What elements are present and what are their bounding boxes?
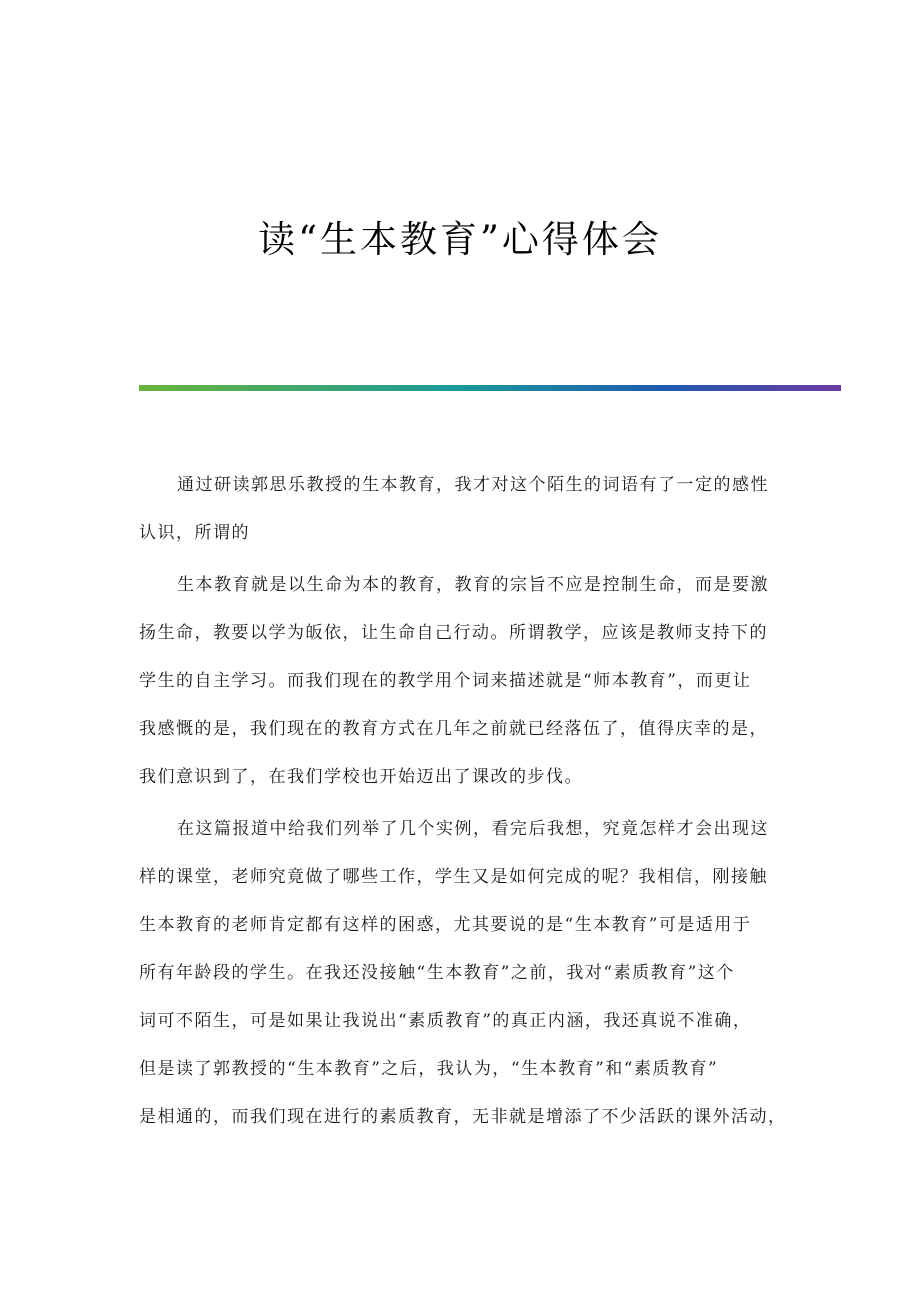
text-line: 通过研读郭思乐教授的生本教育，我才对这个陌生的词语有了一定的感性 [177, 475, 769, 495]
text-line: 生本教育就是以生命为本的教育，教育的宗旨不应是控制生命，而是要激 [177, 575, 769, 595]
text-line: 生本教育的老师肯定都有这样的困惑，尤其要说的是“生本教育”可是适用于 [139, 915, 752, 935]
text-line: 学生的自主学习。而我们现在的教学用个词来描述就是“师本教育”，而更让 [139, 671, 752, 691]
title-divider [139, 385, 841, 391]
text-line: 所有年龄段的学生。在我还没接触“生本教育”之前，我对“素质教育”这个 [139, 963, 735, 983]
page-title: 读“生本教育”心得体会 [258, 218, 662, 261]
text-line: 扬生命，教要以学为皈依，让生命自己行动。所谓教学，应该是教师支持下的 [139, 623, 768, 643]
text-line: 我们意识到了，在我们学校也开始迈出了课改的步伐。 [139, 767, 583, 787]
text-line: 样的课堂，老师究竟做了哪些工作，学生又是如何完成的呢？我相信，刚接触 [139, 867, 768, 887]
text-line: 认识，所谓的 [139, 523, 250, 543]
text-line: 我感慨的是，我们现在的教育方式在几年之前就已经落伍了，值得庆幸的是， [139, 719, 768, 739]
text-line: 在这篇报道中给我们列举了几个实例，看完后我想，究竟怎样才会出现这 [177, 819, 769, 839]
paragraph-2 [139, 561, 779, 801]
text-line: 但是读了郭教授的“生本教育”之后，我认为，“生本教育”和“素质教育” [139, 1059, 719, 1079]
document-body [139, 461, 787, 1145]
paragraph-3 [139, 805, 787, 1141]
text-line: 词可不陌生，可是如果让我说出“素质教育”的真正内涵，我还真说不准确， [139, 1011, 752, 1031]
text-line: 是相通的，而我们现在进行的素质教育，无非就是增添了不少活跃的课外活动， [139, 1107, 787, 1127]
paragraph-1 [139, 461, 779, 557]
